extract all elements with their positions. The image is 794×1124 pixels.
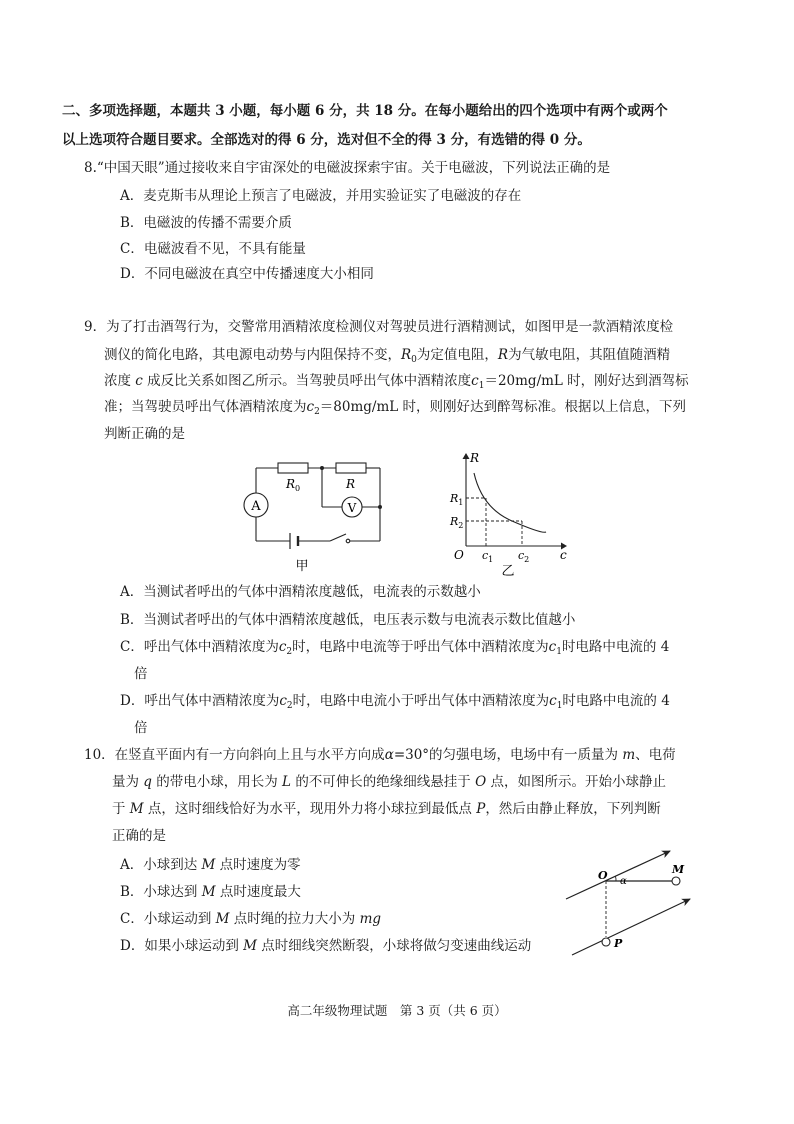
q9-option-a: A．当测试者呼出的气体中酒精浓度越低，电流表的示数越小 [120, 584, 481, 600]
q10-option-c: C．小球运动到 M 点时绳的拉力大小为 mg [120, 911, 382, 927]
r-c-curve [474, 473, 546, 532]
r2-label: $R_2$ [450, 515, 464, 530]
section-header-line1: 二、多项选择题，本题共 3 小题，每小题 6 分，共 18 分。在每小题给出的四个选项中有两个或两个 [62, 103, 668, 119]
q9-line5: 判断正确的是 [104, 426, 185, 442]
q9-line4: 准；当驾驶员呼出气体酒精浓度为$c_2=80mg/mL$ 时，则刚好达到醉驾标准。根据以上信息，下列 [104, 399, 687, 417]
ammeter-label: A [251, 499, 261, 514]
q9-option-d-cont: 倍 [134, 720, 148, 736]
c1-label: $c_1$ [482, 549, 494, 564]
q8-stem: 8.“中国天眼”通过接收来自宇宙深处的电磁波探索宇宙。关于电磁波，下列说法正确的是 [84, 160, 611, 176]
q8-option-c: C．电磁波看不见，不具有能量 [120, 241, 306, 257]
figure-yi-label: 乙 [501, 564, 515, 579]
r-label: R [346, 477, 356, 491]
point-p-label: P [614, 937, 623, 950]
q8-option-a: A．麦克斯韦从理论上预言了电磁波，并用实验证实了电磁波的存在 [120, 188, 522, 204]
figure-jia-label: 甲 [295, 559, 309, 574]
q10-option-a: A．小球到达 M 点时速度为零 [120, 857, 301, 873]
y-axis-label: R [470, 451, 480, 465]
page-footer: 高二年级物理试题 第 3 页（共 6 页） [287, 1003, 507, 1018]
battery-symbol [290, 533, 298, 549]
q8-option-b: B．电磁波的传播不需要介质 [120, 215, 292, 231]
figure-circuit-jia [240, 455, 390, 579]
q9-option-c: C．呼出气体中酒精浓度为$c_2$时，电路中电流等于呼出气体中酒精浓度为$c_1$时电路中电流的 4 [120, 639, 670, 657]
point-m-label: M [672, 863, 685, 876]
q10-line4: 正确的是 [112, 828, 166, 844]
q9-line3: 浓度 c 成反比关系如图乙所示。当驾驶员呼出气体中酒精浓度$c_1=20mg/mL$ 时，刚好达到酒驾标 [104, 373, 689, 391]
r1-label: $R_1$ [450, 492, 464, 507]
q9-option-c-cont: 倍 [134, 666, 148, 682]
q10-line1: 10．在竖直平面内有一方向斜向上且与水平方向成α=30°的匀强电场，电场中有一质量为 m、电荷 [84, 747, 676, 763]
point-o-label: O [598, 869, 608, 882]
q9-line1: 9．为了打击酒驾行为，交警常用酒精浓度检测仪对驾驶员进行酒精测试，如图甲是一款酒精浓度检 [84, 319, 674, 335]
q9-line2: 测仪的简化电路，其电源电动势与内阻保持不变，$R_0$为定值电阻，R为气敏电阻，其阻值随酒精 [104, 347, 671, 365]
c2-label: $c_2$ [518, 549, 530, 564]
ball-at-p [602, 938, 610, 946]
figure-q10-field [560, 843, 694, 963]
figure-graph-yi [442, 448, 572, 580]
q10-option-b: B．小球达到 M 点时速度最大 [120, 884, 301, 900]
q10-line2: 量为 q 的带电小球，用长为 L 的不可伸长的绝缘细线悬挂于 O 点，如图所示。开始小球静止 [112, 774, 666, 790]
ball-at-m [672, 877, 680, 885]
origin-label: O [454, 548, 464, 562]
switch-symbol [330, 534, 350, 543]
q9-option-d: D．呼出气体中酒精浓度为$c_2$时，电路中电流小于呼出气体中酒精浓度为$c_1$时电路中电流的 4 [120, 693, 670, 711]
q8-option-d: D．不同电磁波在真空中传播速度大小相同 [120, 266, 374, 282]
alpha-arc [615, 876, 616, 881]
alpha-label: α [620, 876, 627, 887]
r0-label: $R_0$ [286, 477, 301, 493]
q9-option-b: B．当测试者呼出的气体中酒精浓度越低，电压表示数与电流表示数比值越小 [120, 612, 576, 628]
voltmeter-label: V [347, 501, 357, 515]
section-header-line2: 以上选项符合题目要求。全部选对的得 6 分，选对但不全的得 3 分，有选错的得 0 分。 [62, 132, 591, 148]
q10-line3: 于 M 点，这时细线恰好为水平，现用外力将小球拉到最低点 P，然后由静止释放，下列判断 [112, 801, 661, 817]
q10-option-d: D．如果小球运动到 M 点时细线突然断裂，小球将做匀变速曲线运动 [120, 938, 532, 954]
field-line-upper [566, 851, 670, 899]
field-line-lower [572, 899, 690, 955]
x-axis-label: c [560, 548, 567, 562]
